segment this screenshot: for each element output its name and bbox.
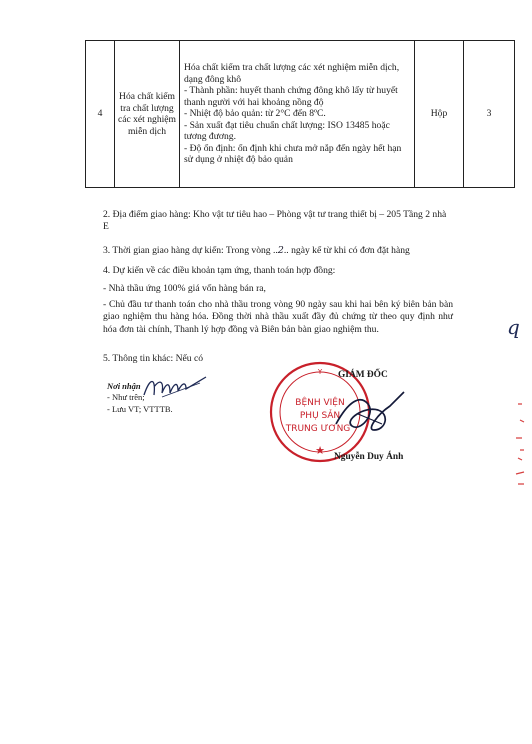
item-number: 4 (86, 41, 115, 188)
spec-line: - Độ ổn định: ổn định khi chưa mở nắp đến ngày hết hạn sử dụng ở nhiệt độ bảo quản (184, 142, 402, 166)
item-name: Hóa chất kiểm tra chất lượng các xét nghiệm miễn dịch (115, 41, 180, 188)
other-info: 5. Thông tin khác: Nếu có (103, 353, 204, 364)
svg-text:q: q (507, 315, 520, 339)
stamp-line-1: BỆNH VIỆN (295, 398, 345, 408)
recipient-item: - Lưu VT; VTTTB. (107, 404, 173, 414)
recipient-item: - Như trên; (107, 392, 145, 402)
recipients-title: Nơi nhận (107, 381, 141, 391)
spec-line: - Nhiệt độ bảo quản: từ 2°C đến 8ºC. (184, 108, 326, 120)
director-title: GIÁM ĐỐC (338, 370, 388, 380)
advance-item-2: - Chủ đầu tư thanh toán cho nhà thầu trong vòng 90 ngày sau khi hai bên ký biên bản bàn giao nghiệm thu hàng hóa. Đồng thời nhà thầu xuất đầy đủ chứng từ theo quy định như hóa đơn tài chính, Thanh lý hợp đồng và Biên bản bàn giao nghiệm thu. (103, 299, 453, 335)
spec-line: - Thành phần: huyết thanh chứng đông khô lấy từ huyết thanh người với hai khoảng nồng độ (184, 85, 398, 108)
stamp-line-2: PHỤ SẢN (299, 411, 341, 421)
table-row (86, 41, 515, 188)
delivery-time-prefix: 3. Thời gian giao hàng dự kiến: Trong vòng .. (103, 245, 278, 256)
item-specification (180, 41, 415, 188)
advance-item-1: - Nhà thầu ứng 100% giá vốn hàng bán ra, (103, 283, 266, 294)
item-unit: Hộp (415, 41, 464, 188)
items-table (85, 40, 515, 188)
delivery-time (103, 245, 453, 257)
item-quantity: 3 (464, 41, 515, 188)
spec-line: - Sản xuất đạt tiêu chuẩn chất lượng: ISO 13485 hoặc tương đương. (184, 119, 390, 143)
advance-heading: 4. Dự kiến về các điều khoản tạm ứng, thanh toán hợp đồng: (103, 265, 336, 276)
svg-text:Y: Y (317, 368, 323, 376)
margin-note (505, 312, 527, 346)
svg-text:★: ★ (315, 444, 325, 457)
stamp-line-3: TRUNG ƯƠNG (285, 424, 351, 434)
spec-line: Hóa chất kiểm tra chất lượng các xét nghiệm miễn dịch, dạng đông khô (184, 62, 400, 85)
edge-red-marks (508, 398, 532, 488)
delivery-time-suffix: .. ngày kể từ khi có đơn đặt hàng (283, 245, 410, 256)
director-signature (330, 384, 410, 446)
director-name: Nguyễn Duy Ánh (334, 452, 404, 462)
delivery-days-handwritten: 2 (277, 245, 284, 256)
initials-signature (140, 373, 210, 403)
delivery-place: 2. Địa điểm giao hàng: Kho vật tư tiêu hao – Phòng vật tư trang thiết bị – 205 Tầng 2 nhà E (103, 209, 447, 233)
